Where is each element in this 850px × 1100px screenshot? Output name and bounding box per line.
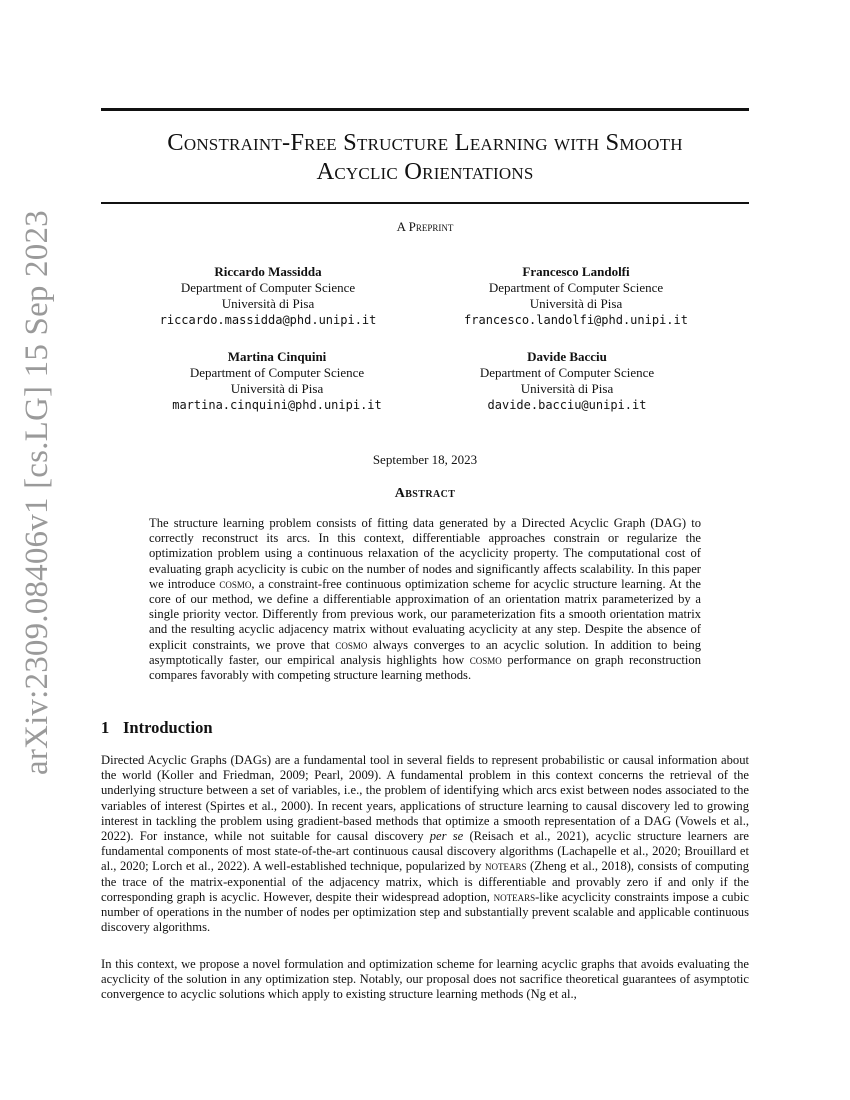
- author-university: Università di Pisa: [221, 296, 315, 311]
- author-department: Department of Computer Science: [189, 365, 365, 380]
- title-line-2: Acyclic Orientations: [316, 158, 534, 185]
- paragraph-part: -like acyclicity constraints impose a cubic number of operations in the number of nodes per optimization step and substantially prevent scalable and applicable continuous discovery algorithms.: [101, 889, 749, 935]
- author-name: Francesco Landolfi: [522, 264, 630, 279]
- arxiv-identifier: arXiv:2309.08406v1 [cs.LG] 15 Sep 2023: [19, 210, 55, 775]
- author-email[interactable]: francesco.landolfi@phd.unipi.it: [464, 313, 688, 327]
- paragraph-part: (Reisach et al., 2021), acyclic structure learners are fundamental components of most state-of-the-art continuous causal discovery algorithms (Lachapelle et al., 2020; Brouillard et al., 2020; Lorch et al., 2022). A well-established technique, popularized by: [101, 829, 749, 874]
- method-name: notears: [484, 859, 527, 874]
- author-university: Università di Pisa: [230, 381, 324, 396]
- abstract-part: The structure learning problem consists of fitting data generated by a Directed Acyclic Graph (DAG) to correctly reconstruct its arcs. In this context, differentiable approaches constrain or regularize the optimization problem using a continuous relaxation of the acyclicity property. The computational cost of evaluating graph acyclicity is cubic on the number of nodes and significantly affects scalability. In this paper we introduce: [149, 516, 701, 591]
- abstract-text: [149, 516, 701, 683]
- section-title: Introduction: [123, 718, 213, 737]
- abstract-part: performance on graph reconstruction compares favorably with competing structure learning methods.: [149, 652, 702, 683]
- method-name: cosmo: [335, 637, 368, 652]
- author-block: [117, 349, 437, 413]
- paragraph-part: Directed Acyclic Graphs (DAGs) are a fundamental tool in several fields to represent probabilistic or causal information about the world (Koller and Friedman, 2009; Pearl, 2009). A fundamental problem in this context concerns the retrieval of the underlying structure between a set of variables, i.e., the problem of identifying which arcs exist between nodes associated to the variables of interest (Spirtes et al., 2000). In recent years, applications of structure learning to causal discovery led to growing interest in tackling the problem using gradient-based methods that optimize a smooth representation of a DAG (Vowels et al., 2022). For instance, while not suitable for causal discovery: [101, 753, 749, 844]
- author-university: Università di Pisa: [529, 296, 623, 311]
- method-name: cosmo: [469, 652, 502, 667]
- paragraph-part: (Zheng et al., 2018), consists of computing the trace of the matrix-exponential of the adjacency matrix, which is differentiable and provably zero if and only if the corresponding graph is acyclic. However, despite their widespread adoption,: [101, 859, 749, 904]
- paper-date: September 18, 2023: [372, 452, 478, 467]
- author-block: [108, 264, 428, 328]
- author-block: [407, 349, 727, 413]
- abstract-part: always converges to an acyclic solution. In addition to being asymptotically faster, our empirical analysis highlights how: [149, 637, 701, 667]
- author-block: [416, 264, 736, 328]
- author-name: Martina Cinquini: [227, 349, 327, 364]
- author-name: Davide Bacciu: [527, 349, 607, 364]
- italic-phrase: per se: [429, 829, 464, 844]
- author-email[interactable]: martina.cinquini@phd.unipi.it: [172, 398, 382, 412]
- title-line-1: Constraint-Free Structure Learning with Smooth: [167, 129, 683, 156]
- method-name: cosmo: [219, 576, 252, 591]
- section-number: 1: [101, 718, 110, 737]
- title-bottom-rule: [101, 202, 749, 204]
- author-email[interactable]: davide.bacciu@unipi.it: [487, 398, 647, 412]
- section-heading: [101, 718, 213, 738]
- title-top-rule: [101, 108, 749, 111]
- author-department: Department of Computer Science: [488, 280, 664, 295]
- preprint-label: A Preprint: [396, 219, 454, 234]
- author-name: Riccardo Massidda: [214, 264, 322, 279]
- abstract-part: , a constraint-free continuous optimization scheme for acyclic structure learning. At the core of our method, we define a differentiable approximation of an orientation matrix parameterized by a single priority vector. Differently from previous work, our parameterization fits a smooth orientation matrix and the resulting acyclic adjacency matrix without evaluating acyclicity at any step. Despite the absence of explicit constraints, we prove that: [149, 576, 702, 652]
- author-department: Department of Computer Science: [180, 280, 356, 295]
- paper-title: [101, 128, 749, 186]
- intro-paragraph-2: In this context, we propose a novel formulation and optimization scheme for learning acyclic graphs that avoids evaluating the acyclicity of the solution in any optimization step. Notably, our proposal does not sacrifice theoretical guarantees of asymptotic convergence to acyclic solutions which apply to existing structure learning methods (Ng et al.,: [101, 957, 749, 1002]
- author-department: Department of Computer Science: [479, 365, 655, 380]
- method-name: notears: [493, 889, 536, 904]
- author-university: Università di Pisa: [520, 381, 614, 396]
- abstract-heading: Abstract: [394, 486, 456, 501]
- intro-paragraph-1: [101, 753, 749, 935]
- author-email[interactable]: riccardo.massidda@phd.unipi.it: [159, 313, 377, 327]
